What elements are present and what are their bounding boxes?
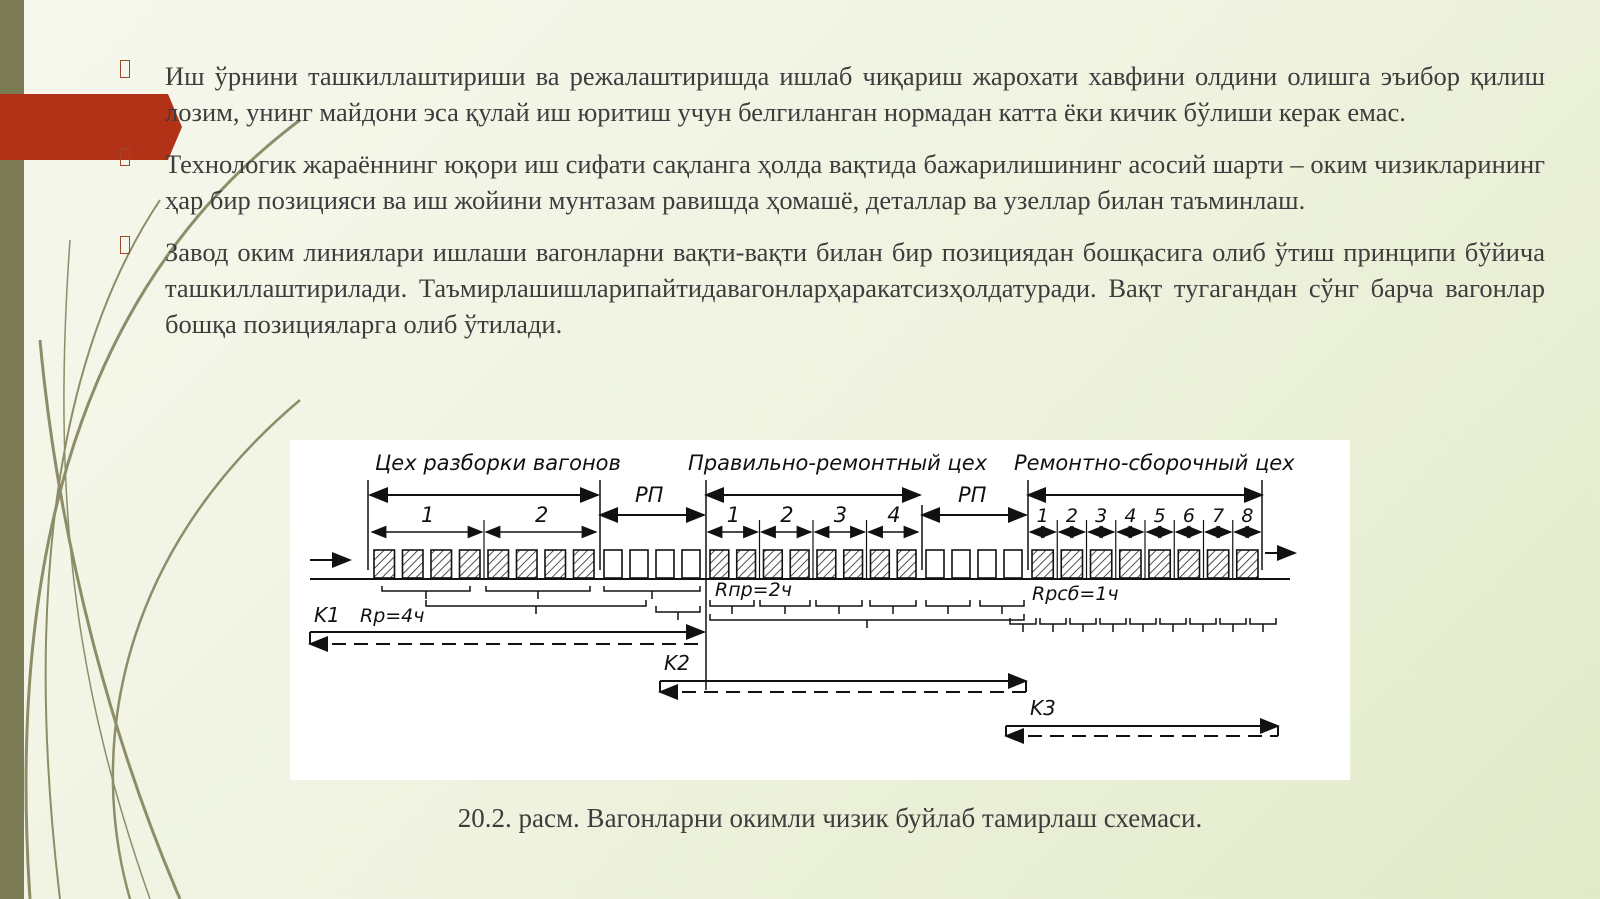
rhythm-bracket (710, 614, 1024, 628)
rhythm-bracket (604, 586, 700, 599)
rhythm-bracket (980, 600, 1024, 614)
wagon-in-repair (1237, 550, 1258, 578)
wagon-waiting (952, 550, 970, 578)
wagon-in-repair (871, 550, 890, 578)
bullet-marker-icon (120, 60, 130, 78)
wagon-in-repair (844, 550, 863, 578)
wagon-waiting (926, 550, 944, 578)
wagon-in-repair (1091, 550, 1112, 578)
conveyor-label-k3: K3 (1030, 696, 1056, 720)
rhythm-bracket (926, 600, 970, 614)
rhythm-bracket (760, 600, 810, 614)
wagon-in-repair (488, 550, 509, 578)
wagon-in-repair (431, 550, 452, 578)
rhythm-label-assembly: Rрсб=1ч (1032, 583, 1119, 605)
position-number: 2 (535, 503, 549, 527)
wagon-waiting (630, 550, 648, 578)
bullet-item (115, 58, 1545, 130)
bullet-item (115, 234, 1545, 342)
rhythm-bracket (1220, 618, 1246, 632)
position-number: 7 (1212, 505, 1225, 527)
position-number: 2 (1065, 505, 1078, 527)
wagon-waiting (656, 550, 674, 578)
rhythm-label-straightening: Rпр=2ч (715, 579, 792, 601)
wagon-in-repair (1032, 550, 1053, 578)
diagram-canvas (290, 440, 1350, 780)
wagon-in-repair (737, 550, 756, 578)
wagon-in-repair (1120, 550, 1141, 578)
bullet-list (115, 58, 1545, 358)
conveyor-label-k1: K1 (314, 603, 340, 627)
wagon-waiting (682, 550, 700, 578)
wagon-waiting (604, 550, 622, 578)
position-number: 5 (1153, 505, 1166, 527)
position-number: 3 (1095, 505, 1108, 527)
wagon-in-repair (710, 550, 729, 578)
bullet-text: Завод оким линиялари ишлаши вагонларни вақти-вақти билан бир позициядан бошқасига олиб ўтиш принципи бўйича ташкиллаштирилади. Таъмирлашишларипайтидавагонларҳаракатсизҳолдатуради. Вақт тугагандан сўнг барча вагонлар бошқа позицияларга олиб ўтилади. (165, 237, 1545, 339)
rhythm-bracket (1070, 618, 1096, 632)
wagon-waiting (978, 550, 996, 578)
wagon-in-repair (517, 550, 538, 578)
buffer-label-1: РП (635, 483, 664, 507)
wagon-in-repair (897, 550, 916, 578)
bullet-item (115, 146, 1545, 218)
rhythm-bracket (710, 600, 754, 614)
wagon-in-repair (1149, 550, 1170, 578)
position-number: 1 (726, 503, 741, 527)
position-number: 4 (1124, 505, 1137, 527)
rhythm-bracket (1040, 618, 1066, 632)
wagon-waiting (1004, 550, 1022, 578)
wagon-in-repair (764, 550, 783, 578)
wagon-in-repair (1208, 550, 1229, 578)
bullet-marker-icon (120, 236, 130, 254)
position-number: 3 (833, 503, 848, 527)
wagon-in-repair (403, 550, 424, 578)
bullet-marker-icon (120, 148, 130, 166)
buffer-label-2: РП (958, 483, 987, 507)
repair-line-diagram (290, 440, 1350, 780)
wagon-in-repair (574, 550, 595, 578)
conveyor-label-k2: K2 (664, 651, 690, 675)
position-number: 6 (1182, 505, 1195, 527)
rhythm-bracket (1130, 618, 1156, 632)
wagon-row (374, 550, 1258, 578)
position-number: 8 (1241, 505, 1254, 527)
rhythm-bracket (1190, 618, 1216, 632)
section-title-assembly: Ремонтно-сборочный цех (1014, 451, 1295, 475)
rhythm-bracket (870, 600, 916, 614)
wagon-in-repair (817, 550, 836, 578)
rhythm-bracket (1160, 618, 1186, 632)
figure-caption: 20.2. расм. Вагонларни окимли чизик буйлаб тамирлаш схемаси. (457, 803, 1203, 833)
rhythm-bracket (816, 600, 862, 614)
rhythm-bracket (656, 606, 700, 620)
wagon-in-repair (374, 550, 395, 578)
bullet-text: Технологик жараённинг юқори иш сифати сақланга ҳолда вақтида бажарилишининг асосий шарти – оким чизикларининг ҳар бир позицияси ва иш жойини мунтазам равишда ҳомашё, деталлар ва узеллар билан таъминлаш. (165, 149, 1545, 215)
rhythm-label-disassembly: Rр=4ч (360, 605, 425, 627)
bullet-text: Иш ўрнини ташкиллаштириши ва режалаштиришда ишлаб чиқариш жарохати хавфини олдини олишга эъибор қилиш лозим, унинг майдони эса қулай иш юритиш учун белгиланган нормадан катта ёки кичик бўлиши керак емас. (165, 61, 1545, 127)
section-title-disassembly: Цех разборки вагонов (375, 451, 621, 475)
rhythm-bracket (1250, 618, 1276, 632)
rhythm-bracket (486, 586, 590, 599)
section-title-straightening: Правильно-ремонтный цех (688, 451, 988, 475)
rhythm-bracket (382, 586, 470, 599)
rhythm-bracket (1100, 618, 1126, 632)
wagon-in-repair (790, 550, 809, 578)
position-number: 2 (780, 503, 794, 527)
rhythm-brackets (382, 586, 1276, 632)
position-number: 1 (1036, 505, 1049, 527)
wagon-in-repair (1178, 550, 1199, 578)
wagon-in-repair (545, 550, 566, 578)
position-number: 1 (421, 503, 435, 527)
rhythm-bracket (426, 600, 646, 614)
wagon-in-repair (1061, 550, 1082, 578)
wagon-in-repair (460, 550, 481, 578)
position-number: 4 (887, 503, 901, 527)
